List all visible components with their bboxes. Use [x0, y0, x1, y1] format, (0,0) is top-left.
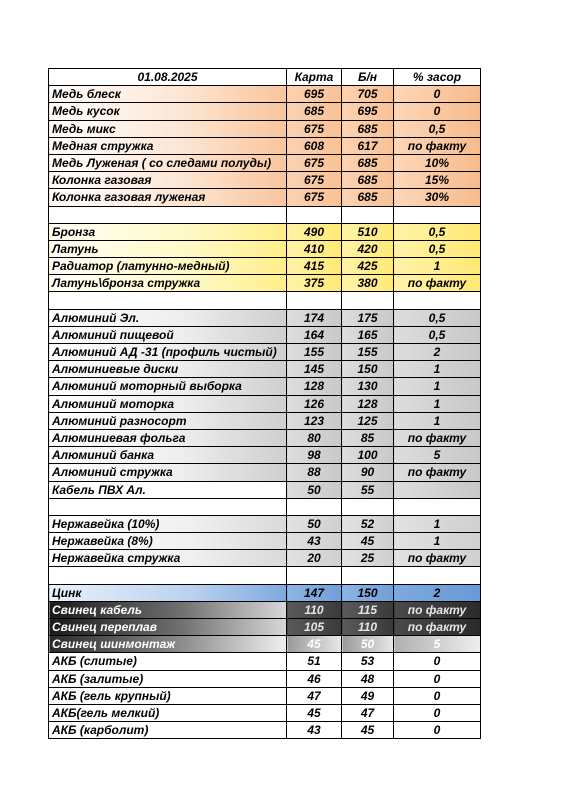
card-price: 685 [287, 103, 342, 120]
copper-row [49, 103, 481, 120]
card-price-header: Карта [287, 69, 342, 86]
card-price: 415 [287, 258, 342, 275]
stainless-row [49, 533, 481, 550]
cashless-price: 695 [342, 103, 394, 120]
material-name [49, 567, 287, 584]
card-price [287, 292, 342, 309]
card-price: 126 [287, 395, 342, 412]
price-table-body [49, 69, 481, 739]
card-price: 410 [287, 240, 342, 257]
contamination-percent: по факту [394, 275, 481, 292]
material-name [49, 206, 287, 223]
copper-row [49, 172, 481, 189]
contamination-percent: 0 [394, 722, 481, 739]
material-name: Медная стружка [49, 137, 287, 154]
material-name: Нержавейка (8%) [49, 533, 287, 550]
aluminum-row [49, 412, 481, 429]
card-price: 147 [287, 584, 342, 601]
aluminum-row [49, 326, 481, 343]
aluminum-row [49, 447, 481, 464]
date-header: 01.08.2025 [49, 69, 287, 86]
contamination-percent: по факту [394, 464, 481, 481]
card-price [287, 498, 342, 515]
contamination-percent: по факту [394, 137, 481, 154]
card-price: 128 [287, 378, 342, 395]
contamination-percent: 1 [394, 378, 481, 395]
aluminum-row [49, 378, 481, 395]
card-price: 145 [287, 361, 342, 378]
cashless-price: 685 [342, 172, 394, 189]
material-name: АКБ (карболит) [49, 722, 287, 739]
spacer-row [49, 206, 481, 223]
cashless-price: 25 [342, 550, 394, 567]
material-name: АКБ (слитые) [49, 653, 287, 670]
aluminum-row [49, 395, 481, 412]
cashless-price: 150 [342, 361, 394, 378]
card-price: 675 [287, 154, 342, 171]
card-price: 695 [287, 86, 342, 103]
cashless-price: 110 [342, 619, 394, 636]
aluminum-row [49, 481, 481, 498]
contamination-percent: 1 [394, 515, 481, 532]
contamination-percent [394, 481, 481, 498]
cashless-price: 165 [342, 326, 394, 343]
material-name: АКБ (гель крупный) [49, 687, 287, 704]
contamination-percent: 30% [394, 189, 481, 206]
card-price: 98 [287, 447, 342, 464]
copper-row [49, 154, 481, 171]
stainless-row [49, 515, 481, 532]
cashless-price: 617 [342, 137, 394, 154]
material-name: АКБ (залитые) [49, 670, 287, 687]
material-name: Колонка газовая [49, 172, 287, 189]
brass-row [49, 258, 481, 275]
contamination-percent [394, 206, 481, 223]
cashless-price: 685 [342, 189, 394, 206]
cashless-price: 685 [342, 120, 394, 137]
battery-row [49, 687, 481, 704]
contamination-percent [394, 567, 481, 584]
lead-row [49, 636, 481, 653]
card-price: 110 [287, 601, 342, 618]
card-price: 105 [287, 619, 342, 636]
cashless-price: 705 [342, 86, 394, 103]
card-price: 43 [287, 533, 342, 550]
copper-row [49, 86, 481, 103]
stainless-row [49, 550, 481, 567]
contamination-header: % засор [394, 69, 481, 86]
card-price: 45 [287, 704, 342, 721]
header-row [49, 69, 481, 86]
contamination-percent: 0,5 [394, 223, 481, 240]
aluminum-row [49, 464, 481, 481]
cashless-price [342, 206, 394, 223]
material-name: Нержавейка (10%) [49, 515, 287, 532]
card-price: 45 [287, 636, 342, 653]
material-name: Кабель ПВХ Ал. [49, 481, 287, 498]
card-price: 123 [287, 412, 342, 429]
contamination-percent: 0 [394, 653, 481, 670]
material-name: Алюминий пищевой [49, 326, 287, 343]
cashless-price: 55 [342, 481, 394, 498]
contamination-percent: 0,5 [394, 309, 481, 326]
cashless-price: 53 [342, 653, 394, 670]
lead-row [49, 601, 481, 618]
contamination-percent: 2 [394, 584, 481, 601]
card-price: 20 [287, 550, 342, 567]
material-name: Алюминий банка [49, 447, 287, 464]
material-name [49, 498, 287, 515]
card-price: 375 [287, 275, 342, 292]
material-name: Алюминий моторный выборка [49, 378, 287, 395]
aluminum-row [49, 361, 481, 378]
contamination-percent: 0,5 [394, 240, 481, 257]
cashless-price [342, 567, 394, 584]
card-price: 43 [287, 722, 342, 739]
cashless-price: 47 [342, 704, 394, 721]
card-price: 88 [287, 464, 342, 481]
card-price: 50 [287, 481, 342, 498]
card-price: 174 [287, 309, 342, 326]
cashless-price: 150 [342, 584, 394, 601]
copper-row [49, 137, 481, 154]
cashless-price: 380 [342, 275, 394, 292]
material-name: Радиатор (латунно-медный) [49, 258, 287, 275]
battery-row [49, 653, 481, 670]
contamination-percent [394, 292, 481, 309]
battery-row [49, 670, 481, 687]
cashless-price: 50 [342, 636, 394, 653]
card-price: 608 [287, 137, 342, 154]
contamination-percent: по факту [394, 429, 481, 446]
cashless-price: 130 [342, 378, 394, 395]
card-price: 490 [287, 223, 342, 240]
card-price: 675 [287, 120, 342, 137]
material-name: Латунь\бронза стружка [49, 275, 287, 292]
cashless-price: 510 [342, 223, 394, 240]
battery-row [49, 722, 481, 739]
material-name: Алюминий стружка [49, 464, 287, 481]
material-name: Свинец шинмонтаж [49, 636, 287, 653]
material-name: Алюминий моторка [49, 395, 287, 412]
cashless-price [342, 292, 394, 309]
cashless-price: 125 [342, 412, 394, 429]
material-name: Алюминий разносорт [49, 412, 287, 429]
cashless-price: 49 [342, 687, 394, 704]
cashless-price: 155 [342, 344, 394, 361]
cashless-price: 115 [342, 601, 394, 618]
card-price: 164 [287, 326, 342, 343]
card-price [287, 567, 342, 584]
material-name: Латунь [49, 240, 287, 257]
contamination-percent: по факту [394, 619, 481, 636]
cashless-price: 420 [342, 240, 394, 257]
brass-row [49, 223, 481, 240]
material-name: Свинец кабель [49, 601, 287, 618]
material-name: Медь кусок [49, 103, 287, 120]
contamination-percent [394, 498, 481, 515]
material-name: Цинк [49, 584, 287, 601]
material-name: Алюминиевые диски [49, 361, 287, 378]
card-price: 80 [287, 429, 342, 446]
contamination-percent: 0,5 [394, 326, 481, 343]
card-price: 675 [287, 189, 342, 206]
brass-row [49, 275, 481, 292]
aluminum-row [49, 344, 481, 361]
aluminum-row [49, 309, 481, 326]
material-name: Медь Луженая ( со следами полуды) [49, 154, 287, 171]
material-name: Алюминиевая фольга [49, 429, 287, 446]
material-name: Колонка газовая луженая [49, 189, 287, 206]
contamination-percent: 1 [394, 395, 481, 412]
material-name: Алюминий АД -31 (профиль чистый) [49, 344, 287, 361]
contamination-percent: 1 [394, 533, 481, 550]
contamination-percent: 5 [394, 636, 481, 653]
contamination-percent: 0,5 [394, 120, 481, 137]
contamination-percent: 1 [394, 412, 481, 429]
spacer-row [49, 567, 481, 584]
contamination-percent: 0 [394, 86, 481, 103]
cashless-price: 45 [342, 533, 394, 550]
zinc-row [49, 584, 481, 601]
contamination-percent: 0 [394, 670, 481, 687]
cashless-price: 90 [342, 464, 394, 481]
cashless-price-header: Б/н [342, 69, 394, 86]
cashless-price: 100 [342, 447, 394, 464]
spacer-row [49, 498, 481, 515]
cashless-price: 685 [342, 154, 394, 171]
aluminum-row [49, 429, 481, 446]
battery-row [49, 704, 481, 721]
material-name: АКБ(гель мелкий) [49, 704, 287, 721]
material-name: Бронза [49, 223, 287, 240]
card-price: 155 [287, 344, 342, 361]
cashless-price: 52 [342, 515, 394, 532]
cashless-price: 45 [342, 722, 394, 739]
contamination-percent: по факту [394, 601, 481, 618]
card-price: 50 [287, 515, 342, 532]
contamination-percent: 15% [394, 172, 481, 189]
contamination-percent: 2 [394, 344, 481, 361]
cashless-price [342, 498, 394, 515]
spacer-row [49, 292, 481, 309]
contamination-percent: 5 [394, 447, 481, 464]
card-price: 675 [287, 172, 342, 189]
copper-row [49, 189, 481, 206]
cashless-price: 425 [342, 258, 394, 275]
card-price: 47 [287, 687, 342, 704]
lead-row [49, 619, 481, 636]
material-name: Нержавейка стружка [49, 550, 287, 567]
contamination-percent: 1 [394, 258, 481, 275]
cashless-price: 175 [342, 309, 394, 326]
cashless-price: 85 [342, 429, 394, 446]
contamination-percent: 0 [394, 704, 481, 721]
contamination-percent: 0 [394, 103, 481, 120]
copper-row [49, 120, 481, 137]
material-name: Медь микс [49, 120, 287, 137]
card-price: 51 [287, 653, 342, 670]
contamination-percent: 10% [394, 154, 481, 171]
contamination-percent: 0 [394, 687, 481, 704]
price-table [48, 68, 481, 739]
contamination-percent: 1 [394, 361, 481, 378]
contamination-percent: по факту [394, 550, 481, 567]
material-name: Свинец переплав [49, 619, 287, 636]
brass-row [49, 240, 481, 257]
cashless-price: 48 [342, 670, 394, 687]
material-name: Алюминий Эл. [49, 309, 287, 326]
card-price: 46 [287, 670, 342, 687]
material-name: Медь блеск [49, 86, 287, 103]
material-name [49, 292, 287, 309]
card-price [287, 206, 342, 223]
cashless-price: 128 [342, 395, 394, 412]
